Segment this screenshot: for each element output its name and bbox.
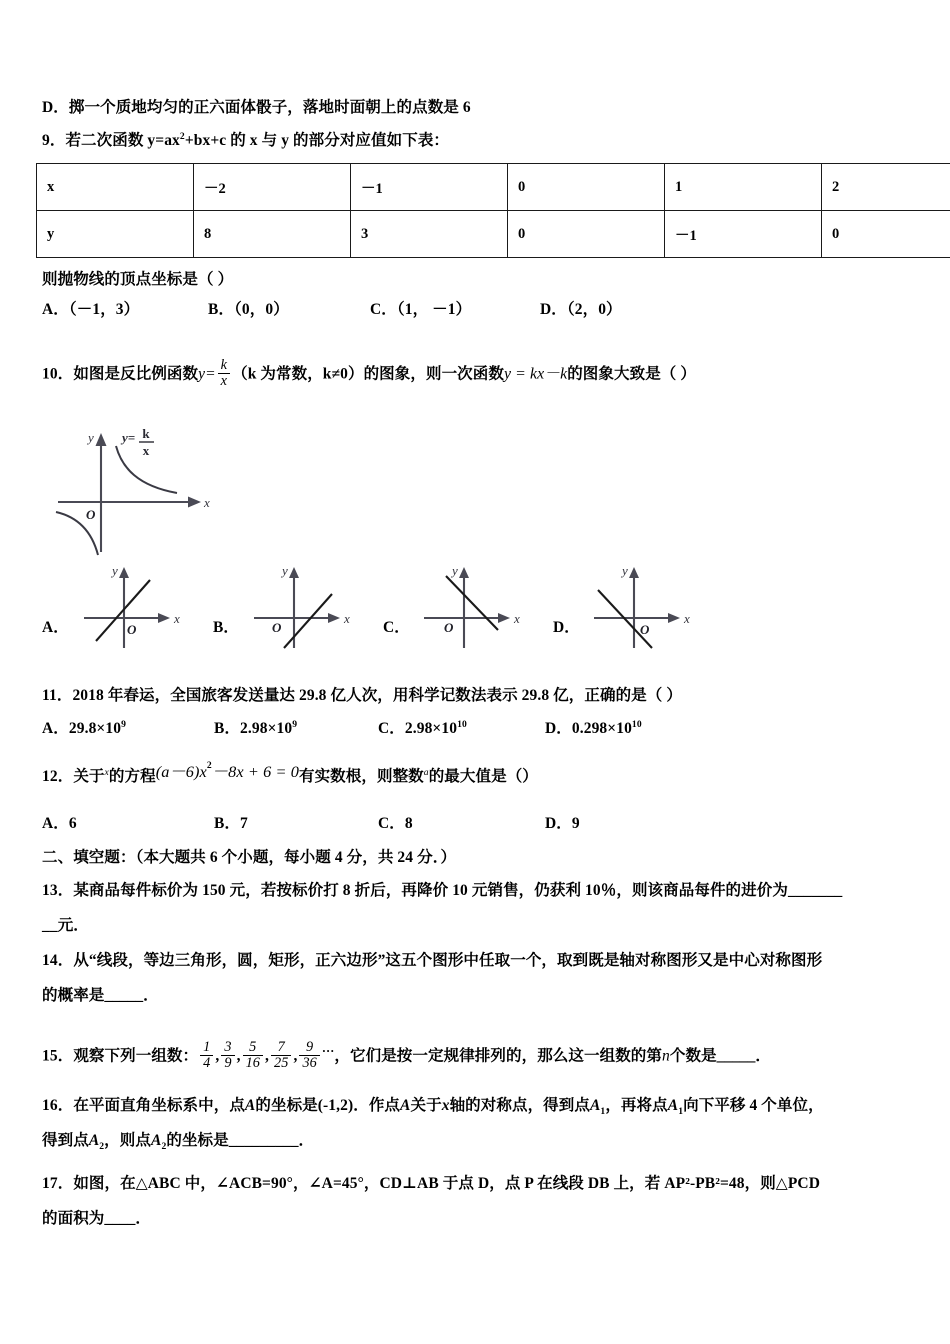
q12-equation-rhs: －8x + 6 = 0 [211, 763, 299, 781]
option-a-x-arrow [158, 613, 170, 623]
q15-fraction-3 [243, 1040, 263, 1071]
table-cell-x-2: －1 [351, 164, 508, 211]
q13-number: 13． [42, 882, 74, 899]
q10-eq2: y = kx－k [503, 365, 568, 383]
q16-subscript-4: 2 [161, 1141, 167, 1153]
table-cell-x-3: 0 [508, 164, 665, 211]
table-row-x [37, 164, 950, 211]
table-cell-x-label: x [37, 164, 194, 211]
q9-option-d: D．（2，0） [540, 301, 622, 318]
q15-fraction-5-denominator: 36 [299, 1055, 319, 1071]
option-b-y-label: y [282, 563, 288, 578]
q16-line2-b: ，则点 [104, 1132, 151, 1149]
q16-point-a-1: A [244, 1097, 256, 1114]
q16-line1-d: 轴的对称点，得到点 [449, 1097, 590, 1114]
q10-eq1-numerator: k [220, 357, 228, 373]
q9-stem [42, 130, 450, 149]
q17-answer-blank[interactable]: ____ [104, 1210, 136, 1227]
q17-period: ． [135, 1210, 152, 1227]
q12-stem-d: 的最大值是（） [428, 768, 538, 785]
q11-option-a-mantissa: 29.8×10 [68, 720, 122, 737]
q15-fraction-5 [299, 1040, 319, 1071]
option-a-y-label: y [112, 563, 118, 578]
q9-number: 9． [42, 132, 66, 149]
q10-option-c-label: C． [383, 619, 410, 636]
q16-line-2 [42, 1132, 315, 1153]
q15-fraction-3-numerator: 5 [249, 1039, 257, 1055]
q10-option-a-label: A． [42, 619, 69, 636]
option-c-line [446, 576, 498, 630]
q9-option-b: B．（0，0） [208, 301, 289, 318]
q15-number: 15． [42, 1047, 74, 1065]
q9-value-table [36, 163, 950, 258]
q15-answer-blank[interactable]: _____ [716, 1047, 756, 1065]
q10-stem-c: 的图象大致是（ ） [567, 365, 696, 383]
q9-stem-a: 若二次函数 y=ax [65, 132, 180, 149]
q9-option-c: C．（1， －1） [370, 301, 472, 318]
q11-stem [42, 688, 682, 704]
q10-eq1-denominator: x [218, 373, 230, 389]
q8-option-d: D．掷一个质地均匀的正六面体骰子，落地时面朝上的点数是 6 [42, 99, 471, 116]
q15-stem-c: 个数是 [669, 1047, 717, 1065]
table-cell-y-label: y [37, 211, 194, 258]
q12-number: 12． [42, 768, 74, 785]
q14-text: 从“线段，等边三角形，圆，矩形，正六边形”这五个图形中任取一个，取到既是轴对称图形又是中心对称图形 [73, 952, 823, 969]
q10-eq1-equals: = [205, 365, 216, 383]
q12-stem-c: 有实数根，则整数 [298, 768, 424, 785]
section-2-heading: 二、填空题：（本大题共 6 个小题，每小题 4 分，共 24 分．） [42, 849, 457, 866]
q12-equation-lhs: (a－6)x [155, 763, 207, 781]
q15-fraction-1-denominator: 4 [200, 1055, 213, 1071]
table-row-y [37, 211, 950, 258]
q11-option-a-exponent: 9 [121, 718, 126, 730]
q17-number: 17． [42, 1175, 74, 1192]
q16-line-1 [42, 1097, 824, 1118]
q10-eq1-lhs: y [198, 365, 206, 383]
table-cell-x-4: 1 [665, 164, 822, 211]
hyperbola-x-arrow [188, 497, 201, 508]
q10-option-d-figure [590, 562, 720, 648]
table-cell-y-2: 3 [351, 211, 508, 258]
q16-subscript-1: 1 [600, 1106, 606, 1118]
q17-text: 如图，在△ABC 中，∠ACB=90°，∠A=45°，CD⊥AB 于点 D，点 P 在线段 DB 上，若 AP²-PB²=48，则△PCD [73, 1175, 820, 1192]
q15-ellipsis: … [321, 1040, 335, 1055]
q16-number: 16． [42, 1097, 74, 1114]
q17-line-2 [42, 1211, 151, 1227]
q10-option-a-figure [80, 562, 210, 648]
q12-equation-superscript: 2 [206, 759, 212, 771]
q10-option-d-label: D． [553, 619, 580, 636]
q15-fraction-2 [221, 1040, 234, 1071]
q11-option-a [42, 718, 126, 737]
q15-fraction-5-numerator: 9 [306, 1039, 314, 1055]
q15-stem [42, 1040, 771, 1071]
q10-stem-a: 如图是反比例函数 [73, 365, 199, 383]
q12-option-d: D．9 [545, 815, 580, 832]
table-cell-y-5: 0 [822, 211, 950, 258]
option-c-x-arrow [498, 613, 510, 623]
q10-stem [42, 358, 696, 389]
q11-option-c-exponent: 10 [457, 718, 467, 730]
q11-option-b-mantissa: 2.98×10 [240, 720, 293, 737]
q10-option-c-figure [420, 562, 550, 648]
q9-after-table: 则抛物线的顶点坐标是（ ） [42, 271, 234, 288]
q12-variable-a: a [423, 766, 429, 778]
q16-line2-a: 得到点 [42, 1132, 89, 1149]
q11-option-b-exponent: 9 [292, 718, 298, 730]
q17-line-1 [42, 1176, 820, 1192]
q10-stem-b: （k 为常数，k≠0）的图象，则一次函数 [232, 365, 504, 383]
q16-point-a-2: A [400, 1097, 411, 1114]
table-cell-x-1: －2 [194, 164, 351, 211]
q15-comma-1: , [215, 1047, 220, 1065]
q16-point-a-6: A [150, 1132, 162, 1149]
q15-fraction-4 [271, 1040, 291, 1071]
option-c-y-label: y [452, 563, 458, 578]
q9-option-a: A．（－1，3） [42, 301, 140, 318]
q12-option-c: C．8 [378, 815, 413, 832]
q15-comma-3: , [265, 1047, 269, 1065]
option-d-y-arrow [629, 567, 639, 578]
q12-variable-x: x [104, 766, 109, 778]
q16-subscript-3: 2 [99, 1141, 105, 1153]
hyperbola-curve-label-denominator: x [142, 443, 150, 458]
q14-text-continued: 的概率是 [42, 987, 105, 1004]
q13-answer-blank-2[interactable]: __元． [42, 917, 89, 934]
q13-text: 某商品每件标价为 150 元，若按标价打 8 折后，再降价 10 元销售，仍获利 10％，则该商品每件的进价为 [73, 882, 788, 899]
q16-period: ． [298, 1132, 315, 1149]
q10-eq1-fraction [218, 358, 230, 389]
option-b-x-label: x [344, 611, 350, 626]
hyperbola-y-label: y [88, 430, 94, 445]
q15-fraction-2-denominator: 9 [221, 1055, 234, 1071]
table-cell-y-1: 8 [194, 211, 351, 258]
q9-stem-b: +bx+c 的 x 与 y 的部分对应值如下表： [184, 132, 450, 149]
option-b-y-arrow [289, 567, 299, 578]
table-cell-x-5: 2 [822, 164, 950, 211]
q15-fraction-2-numerator: 3 [224, 1039, 232, 1055]
q15-variable-n: n [662, 1047, 670, 1065]
q11-option-a-label: A． [42, 720, 69, 737]
q15-fraction-1-numerator: 1 [203, 1039, 211, 1055]
q11-option-c-mantissa: 2.98×10 [404, 720, 458, 737]
table-cell-y-4: －1 [665, 211, 822, 258]
q15-comma-4: , [293, 1047, 298, 1065]
q14-line-1 [42, 953, 822, 969]
q15-period: ． [755, 1047, 772, 1065]
q14-period: ． [143, 987, 159, 1004]
q16-line1-e: ，再将点 [605, 1097, 668, 1114]
q16-answer-blank[interactable]: _________ [228, 1132, 299, 1149]
table-cell-y-3: 0 [508, 211, 665, 258]
q11-number: 11． [42, 687, 73, 704]
q10-number: 10． [42, 365, 74, 383]
q15-stem-b: ，它们是按一定规律排列的，那么这一组数的第 [334, 1047, 662, 1065]
option-d-x-label: x [684, 611, 690, 626]
option-d-origin-label: O [640, 622, 650, 637]
q17-text-continued: 的面积为 [42, 1210, 105, 1227]
q16-axis-x: x [441, 1097, 450, 1114]
q12-stem-a: 关于 [73, 768, 105, 785]
q14-line-2 [42, 988, 159, 1004]
q13-answer-blank-1[interactable]: _______ [787, 882, 843, 899]
hyperbola-curve-label-numerator: k [142, 426, 150, 441]
q11-option-c [378, 718, 467, 737]
q11-option-c-label: C． [378, 720, 405, 737]
option-b-line [284, 594, 332, 648]
q16-line1-b: 的坐标是(-1,2)．作点 [255, 1097, 401, 1114]
option-c-y-arrow [459, 567, 469, 578]
q10-option-b-label: B． [213, 619, 239, 636]
option-a-x-label: x [174, 611, 180, 626]
hyperbola-y-arrow [96, 433, 107, 446]
q16-line2-c: 的坐标是 [166, 1132, 229, 1149]
q10-option-b-figure [250, 562, 380, 648]
q15-fraction-4-denominator: 25 [271, 1055, 291, 1071]
q16-point-a-3: A [589, 1097, 601, 1114]
option-b-x-arrow [328, 613, 340, 623]
option-a-origin-label: O [127, 622, 137, 637]
q16-point-a-4: A [667, 1097, 679, 1114]
q12-stem [42, 759, 538, 785]
q10-hyperbola-figure [46, 424, 226, 556]
q13-line-1 [42, 883, 842, 899]
q15-fraction-3-denominator: 16 [243, 1055, 263, 1071]
q14-number: 14． [42, 952, 74, 969]
q11-option-d-exponent: 10 [631, 718, 642, 730]
q11-stem-text: 2018 年春运，全国旅客发送量达 29.8 亿人次，用科学记数法表示 29.8 亿，正确的是（ ） [72, 687, 682, 704]
q15-fraction-4-numerator: 7 [277, 1039, 285, 1055]
q14-answer-blank[interactable]: _____ [104, 987, 144, 1004]
q12-option-a: A．6 [42, 815, 77, 832]
q11-option-b [214, 718, 298, 737]
hyperbola-x-label: x [204, 495, 210, 510]
q15-stem-a: 观察下列一组数： [73, 1047, 199, 1065]
option-c-origin-label: O [444, 620, 454, 635]
hyperbola-curve-label-lhs: y= [122, 430, 136, 445]
option-d-x-arrow [668, 613, 680, 623]
hyperbola-origin-label: O [86, 507, 96, 522]
q11-option-d-mantissa: 0.298×10 [571, 720, 632, 737]
q9-stem-superscript: 2 [179, 130, 185, 142]
option-c-x-label: x [514, 611, 520, 626]
q12-option-b: B．7 [214, 815, 248, 832]
q13-line-2 [42, 918, 89, 934]
q16-line1-c: 关于 [410, 1097, 442, 1114]
option-a-y-arrow [119, 567, 129, 578]
q12-stem-b: 的方程 [108, 768, 156, 785]
q11-option-b-label: B． [214, 720, 241, 737]
q15-comma-2: , [236, 1047, 241, 1065]
q15-fraction-1 [200, 1040, 213, 1071]
q11-option-d-label: D． [545, 720, 572, 737]
q16-point-a-5: A [88, 1132, 100, 1149]
option-d-y-label: y [622, 563, 628, 578]
q11-option-d [545, 718, 642, 737]
option-b-origin-label: O [272, 620, 282, 635]
q16-line1-f: 向下平移 4 个单位， [683, 1097, 824, 1114]
q16-subscript-2: 1 [678, 1106, 684, 1118]
q16-line1-a: 在平面直角坐标系中，点 [73, 1097, 245, 1114]
